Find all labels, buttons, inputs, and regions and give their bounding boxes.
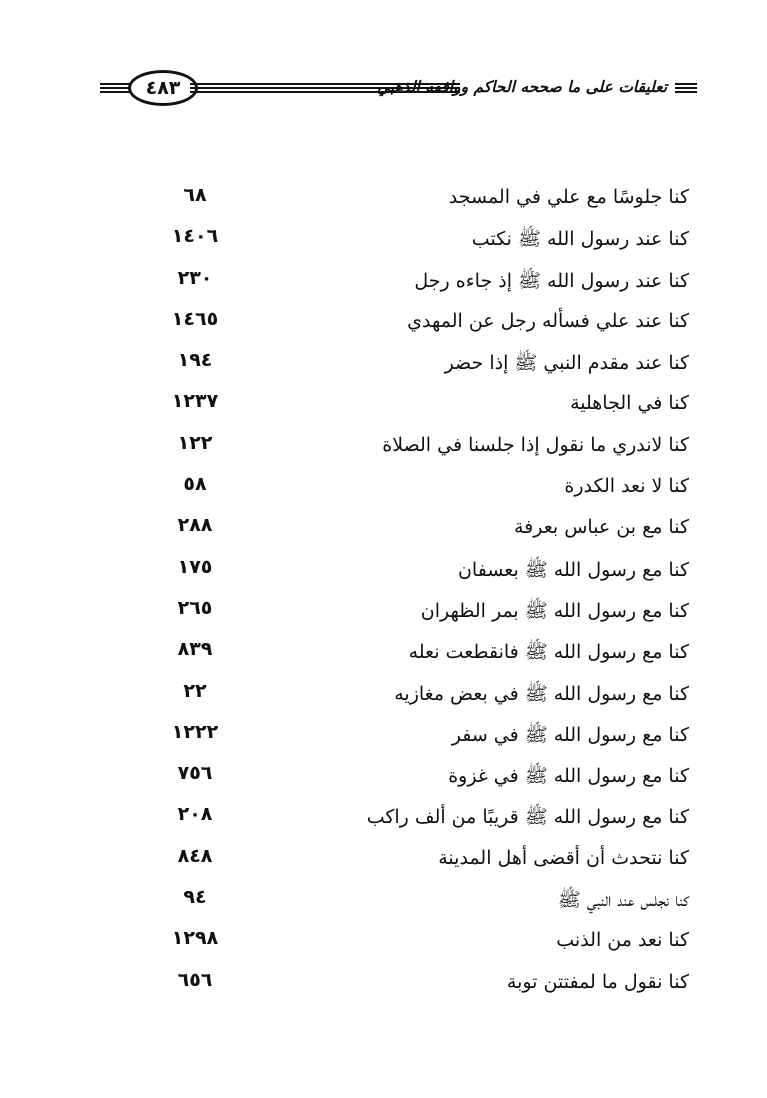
entry-text: كنا نتحدث أن أقضى أهل المدينة [438,846,689,869]
entry-page-number: ١٢٢ [177,431,213,454]
entry-text: كنا لا نعد الكدرة [564,475,689,498]
page-header [100,68,700,112]
entry-text: كنا نقول ما لمفتتن توبة [506,970,689,993]
page-number-badge [128,70,198,106]
entry-text: كنا لاندري ما نقول إذا جلسنا في الصلاة [382,433,689,456]
index-entry [0,717,767,758]
index-entry [0,923,767,964]
index-entry [0,510,767,551]
entry-page-number: ٨٣٩ [177,638,213,661]
entry-text: كنا مع رسول الله ﷺ قريبًا من ألف راكب [366,806,689,829]
entry-text: كنا عند علي فسأله رجل عن المهدي [407,309,689,332]
entry-text: كنا مع بن عباس بعرفة [513,516,689,539]
entry-page-number: ١٢٣٧ [171,390,219,413]
index-entry [0,386,767,427]
entry-page-number: ١٢٢٢ [171,720,219,743]
entry-page-number: ١٢٩٨ [171,927,219,950]
entry-text: كنا عند رسول الله ﷺ نكتب [471,228,689,251]
index-entry [0,841,767,882]
page-number: ٤٨٣ [145,77,181,99]
entry-page-number: ٢٨٨ [177,514,213,537]
entry-page-number: ١٧٥ [177,555,213,578]
index-entry [0,634,767,675]
running-title: تعليقات على ما صححه الحاكم ووافقه الذهبي [376,78,668,96]
entry-text: كنا مع رسول الله ﷺ في سفر [451,723,689,746]
entry-page-number: ٢٠٨ [177,803,213,826]
entry-text: كنا مع رسول الله ﷺ بمر الظهران [420,599,689,622]
entry-text: كنا مع رسول الله ﷺ في غزوة [448,765,689,788]
index-entry [0,676,767,717]
index-entry [0,552,767,593]
index-entry [0,221,767,262]
index-entry [0,428,767,469]
entry-text: كنا مع رسول الله ﷺ في بعض مغازيه [394,682,689,705]
index-entry [0,965,767,1006]
entry-text: كنا نجلس عند النبي ﷺ [557,889,689,912]
entry-page-number: ٢٦٥ [177,596,213,619]
entry-page-number: ١٤٠٦ [171,225,219,248]
entry-page-number: ٦٨ [183,184,207,206]
index-entry [0,593,767,634]
entry-page-number: ٢٢ [183,679,207,702]
entry-text: كنا في الجاهلية [570,392,689,415]
index-entry [0,345,767,386]
entry-text: كنا عند رسول الله ﷺ إذ جاءه رجل [414,269,689,292]
entry-page-number: ٦٥٦ [177,968,213,991]
index-entry [0,758,767,799]
entry-text: كنا مع رسول الله ﷺ فانقطعت نعله [408,641,689,664]
entry-page-number: ٨٤٨ [177,844,213,867]
entry-page-number: ٧٥٦ [177,762,213,785]
index-entry [0,799,767,840]
entry-page-number: ٥٨ [183,473,207,496]
entry-text: كنا نعد من الذنب [556,929,689,952]
header-rule-right [675,83,697,95]
entry-text: كنا عند مقدم النبي ﷺ إذا حضر [444,352,689,375]
entry-page-number: ٩٤ [183,886,207,909]
entry-page-number: ١٤٦٥ [171,307,219,330]
index-entry [0,882,767,923]
index-entry [0,304,767,345]
entry-text: كنا مع رسول الله ﷺ بعسفان [457,558,689,581]
index-entry [0,469,767,510]
index-entry [0,180,767,221]
entry-page-number: ١٩٤ [177,349,213,372]
index-entry [0,263,767,304]
entry-text: كنا جلوسًا مع علي في المسجد [448,186,689,208]
entry-page-number: ٢٣٠ [177,266,213,289]
hadith-index-list [0,180,767,1006]
